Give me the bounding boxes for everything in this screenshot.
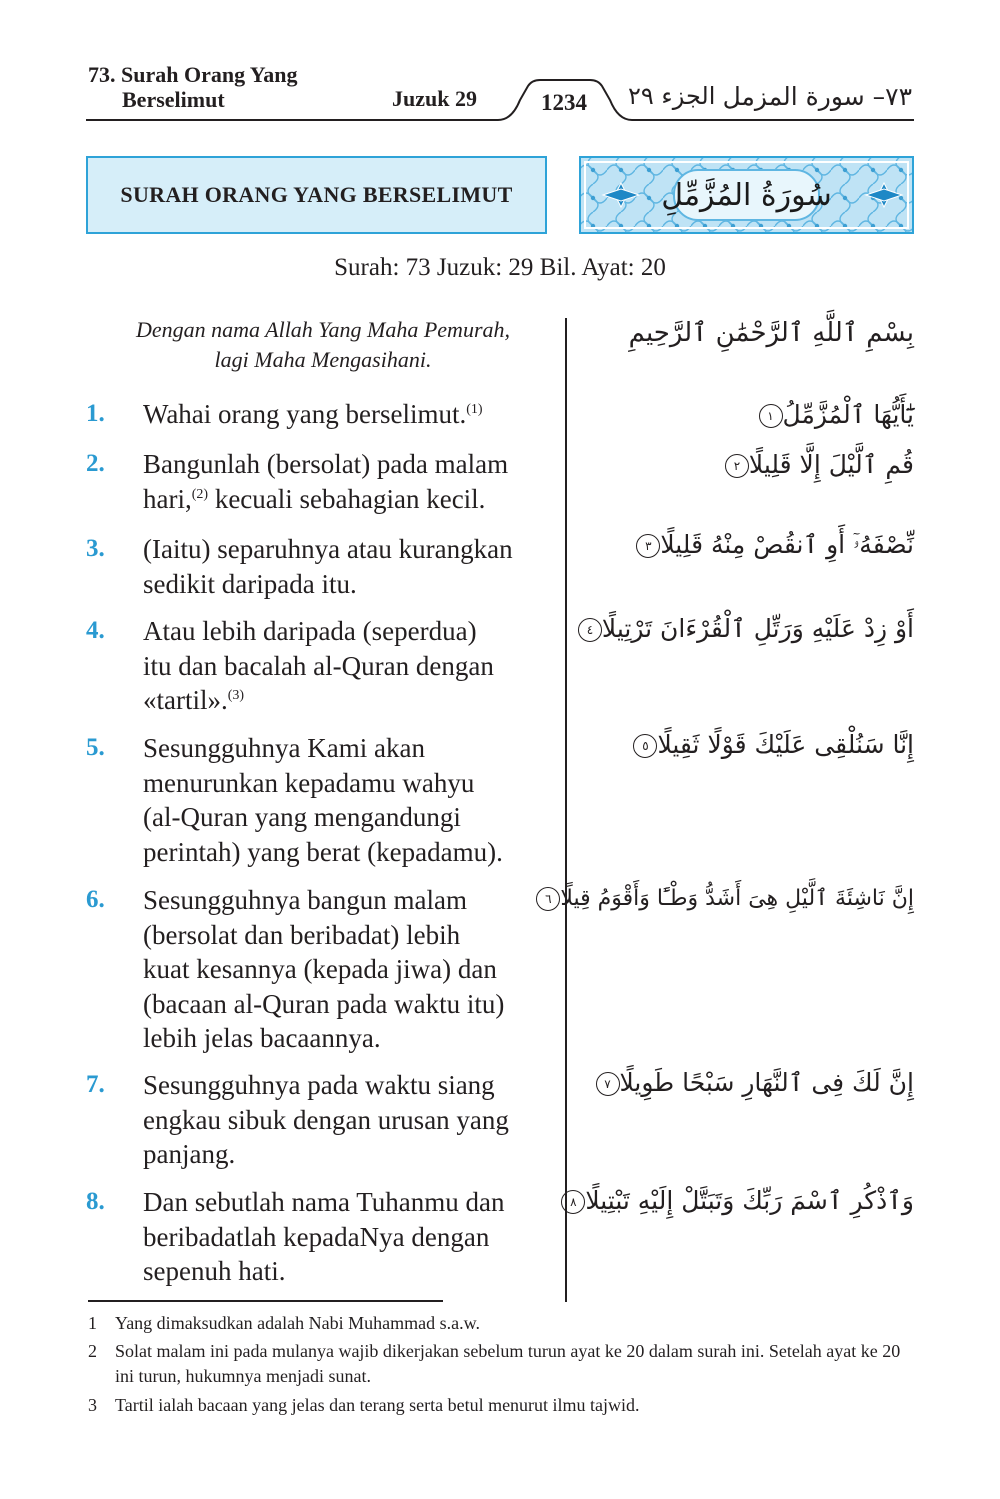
verse-number: 4. [86,617,105,644]
footnote-item [88,1393,918,1418]
verse-translation [143,614,563,718]
verse-number: 2. [86,450,105,477]
verse-arabic [570,1184,914,1218]
surah-info: Surah: 73 Juzuk: 29 Bil. Ayat: 20 [334,254,666,281]
footnote-ref[interactable]: (1) [466,402,483,417]
verse-line: hari, [143,483,192,514]
basmala-translation-line1: Dengan nama Allah Yang Maha Pemurah, [136,317,510,342]
arabic-text: إِنَّ نَاشِئَةَ ٱلَّيْلِ هِىَ أَشَدُّ وَطْـًٔا وَأَقْوَمُ قِيلًا [560,886,914,911]
verse-translation [143,883,563,1056]
verse-line: lebih jelas bacaannya. [143,1023,381,1053]
arabic-text: قُمِ ٱلَّيْلَ إِلَّا قَلِيلًا [748,450,914,479]
column-divider [565,318,567,1302]
verse-translation [143,447,563,516]
running-header-arabic-juz: الجزء ٢٩ [628,82,716,110]
running-header-surah-line1: 73. Surah Orang Yang [88,62,298,87]
arabic-text: أَوْ زِدْ عَلَيْهِ وَرَتِّلِ ٱلْقُرْءَانَ تَرْتِيلًا [601,614,914,643]
verse-number: 6. [86,886,105,913]
verse-line: beribadatlah kepadaNya dengan [143,1221,490,1252]
verse-line: kecuali sebahagian kecil. [214,483,486,514]
footnote-item [88,1311,918,1336]
verse-number: 3. [86,535,105,562]
verse-translation [143,731,563,869]
verse-line: panjang. [143,1139,236,1169]
running-header-arabic-surah: ٧٣– سورة المزمل [722,82,912,111]
arabic-text: يَٰٓأَيُّهَا ٱلْمُزَّمِّلُ [782,400,914,429]
verse-line: (Iaitu) separuhnya atau kurangkan [143,534,513,564]
verse-line: Atau lebih daripada (seperdua) [143,616,477,646]
header-rule [0,0,1000,130]
running-header-juzuk: Juzuk 29 [392,86,477,111]
verse-line: sepenuh hati. [143,1256,286,1286]
ayah-end-marker: ٧ [596,1072,620,1096]
arabic-text: إِنَّ لَكَ فِى ٱلنَّهَارِ سَبْحًا طَوِيلًا [619,1068,914,1097]
page-number: 1234 [541,90,587,115]
footnote-rule [88,1300,443,1302]
footnote-number: 3 [88,1395,97,1415]
ayah-end-marker: ٢ [725,454,749,478]
verse-translation [143,397,563,432]
verse-line: «tartil». [143,685,228,715]
verse-line: menurunkan kepadamu wahyu [143,767,475,798]
verse-arabic [580,528,914,562]
ayah-end-marker: ٣ [636,534,660,558]
verse-arabic [580,448,914,482]
ayah-end-marker: ٦ [536,887,560,911]
verse-arabic [580,398,914,432]
footnote-text: Yang dimaksudkan adalah Nabi Muhammad s.a.w. [115,1313,480,1333]
verse-number: 8. [86,1188,105,1215]
verse-line: (al-Quran yang mengandungi [143,802,461,832]
verse-line: Dan sebutlah nama Tuhanmu dan [143,1187,505,1217]
verse-line: (bersolat dan beribadat) lebih [143,919,461,950]
footnote-number: 2 [88,1341,97,1361]
verse-number: 5. [86,734,105,761]
footnote-item [88,1339,918,1389]
ayah-end-marker: ٤ [578,618,602,642]
verse-line: Sesungguhnya bangun malam [143,885,467,915]
verse-line: kuat kesannya (kepada jiwa) dan [143,954,497,984]
footnote-number: 1 [88,1313,97,1333]
ayah-end-marker: ٨ [561,1190,585,1214]
verse-number: 1. [86,400,105,427]
surah-title-box [86,156,547,234]
verse-line: Sesungguhnya Kami akan [143,733,425,763]
verse-line: (bacaan al-Quran pada waktu itu) [143,988,505,1019]
surah-title: SURAH ORANG YANG BERSELIMUT [120,182,513,207]
verse-translation [143,1185,563,1289]
footnote-text: Solat malam ini pada mulanya wajib dikerjakan sebelum turun ayat ke 20 dalam surah ini. Setelah ayat ke 20 ini turun, hukumnya menjadi sunat. [115,1341,901,1386]
arabic-text: إِنَّا سَنُلْقِى عَلَيْكَ قَوْلًا ثَقِيلًا [657,730,914,759]
footnote-ref[interactable]: (2) [191,486,209,502]
verse-number: 7. [86,1071,105,1098]
verse-translation [143,1068,563,1172]
running-header-surah-line2: Berselimut [122,87,225,112]
footnote-text: Tartil ialah bacaan yang jelas dan terang serta betul menurut ilmu tajwid. [115,1395,640,1415]
surah-title-arabic: سُورَةُ المُزَّمِّلِ [661,177,832,213]
verse-arabic [580,612,914,646]
verse-line: itu dan bacalah al-Quran dengan [143,650,494,681]
verse-line: perintah) yang berat (kepadamu). [143,836,503,867]
basmala-translation [88,315,558,375]
verse-arabic [580,728,914,762]
verse-line: Wahai orang yang berselimut. [143,399,467,429]
verse-line: sedikit daripada itu. [143,568,357,599]
basmala-arabic: بِسْمِ ٱللَّهِ ٱلرَّحْمَٰنِ ٱلرَّحِيمِ [628,318,914,348]
ayah-end-marker: ٥ [633,734,657,758]
verse-arabic [580,1066,914,1100]
verse-translation [143,532,563,601]
verse-arabic [545,882,914,916]
footnote-ref[interactable]: (3) [227,688,245,703]
arabic-text: وَٱذْكُرِ ٱسْمَ رَبِّكَ وَتَبَتَّلْ إِلَيْهِ تَبْتِيلًا [585,1186,914,1215]
verse-line: engkau sibuk dengan urusan yang [143,1104,509,1135]
basmala-translation-line2: lagi Maha Mengasihani. [214,347,432,372]
ayah-end-marker: ١ [759,404,783,428]
verse-line: Bangunlah (bersolat) pada malam [143,449,509,479]
arabic-text: نِّصْفَهُۥٓ أَوِ ٱنقُصْ مِنْهُ قَلِيلًا [660,530,914,559]
verse-line: Sesungguhnya pada waktu siang [143,1070,495,1100]
